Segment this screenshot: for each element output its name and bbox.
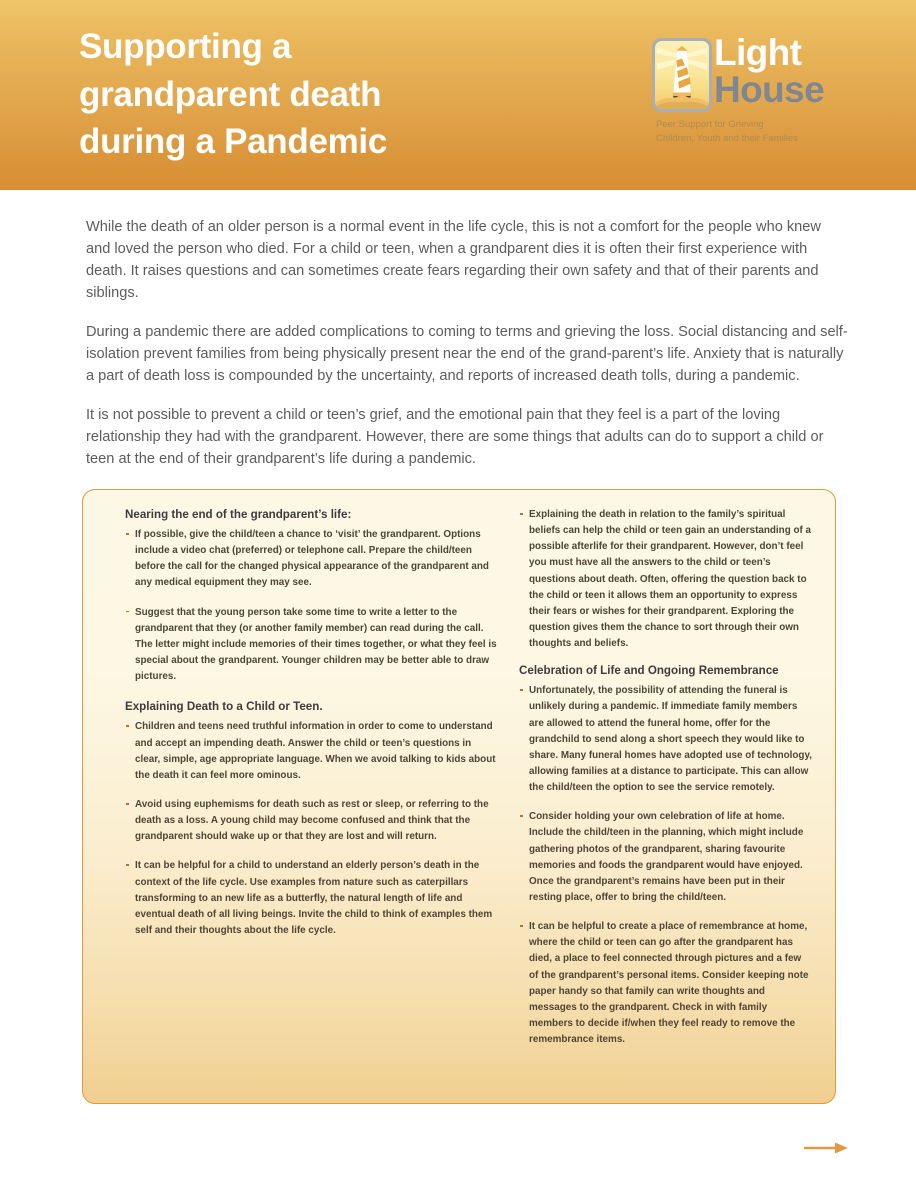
guidance-left-column: [105, 507, 499, 1089]
logo-wordmark: [714, 32, 825, 111]
guidance-right-column: [519, 507, 813, 1089]
section-heading: Explaining Death to a Child or Teen.: [125, 700, 323, 714]
arrow-right-icon[interactable]: [804, 1141, 848, 1155]
intro-section: [86, 217, 848, 488]
intro-paragraph-1: While the death of an older person is a normal event in the life cycle, this is not a comfort for the people who knew and loved the person who died. For a child or teen, when a grandparent dies it is often their first experience with death. It raises questions and can sometimes create fears regarding their own safety and that of their parents and siblings.: [86, 219, 821, 301]
list-item: If possible, give the child/teen a chance to ‘visit’ the grandparent. Options include a video chat (preferred) or telephone call. Prepare the child/teen before the call for the changed physical appearance of the grandparent and any medical equipment they may see.: [125, 527, 499, 592]
list-item: Consider holding your own celebration of life at home. Include the child/teen in the planning, which might include gathering photos of the grandparent, sharing favourite memories and foods the grandparent would have enjoyed. Once the grandparent’s remains have been put in their resting place, offer to bring the child/teen.: [519, 809, 813, 906]
guidance-box: [82, 489, 836, 1104]
logo-tagline-line-1: Peer Support for Grieving: [656, 119, 764, 130]
bullet-list: [519, 683, 813, 1048]
intro-paragraph-3: It is not possible to prevent a child or teen’s grief, and the emotional pain that they feel is a part of the loving relationship they had with the grandparent. However, there are some things that adults can do to support a child or teen at the end of their grandparent’s life during a pandemic.: [86, 406, 824, 467]
lighthouse-logo: [652, 32, 848, 146]
list-item: It can be helpful for a child to understand an elderly person’s death in the context of the life cycle. Use examples from nature such as caterpillars transforming to an new life as a butterfly, the natural length of life and eventual death of all living beings. Invite the child to think of examples them self and their thoughts about the life cycle.: [125, 858, 499, 939]
section-heading: Nearing the end of the grandparent’s life:: [125, 508, 352, 521]
list-item: Suggest that the young person take some time to write a letter to the grandparent that they (or another family member) can read during the call. The letter might include memories of their times together, or what they feel is special about the grandparent. Younger children may be better able to draw pictures.: [125, 605, 499, 686]
bullet-list: [125, 719, 499, 939]
page-title-line-3: during a Pandemic: [79, 122, 388, 162]
section-nearing-end-of-life: [125, 507, 499, 685]
section-celebration-of-life: [519, 663, 813, 1048]
list-item: Explaining the death in relation to the family’s spiritual beliefs can help the child or teen gain an understanding of a possible afterlife for their grandparent. However, don’t feel you must have all the answers to the child or teen’s questions about death. Often, offering the question back to the child or teen it allows them an opportunity to express their fears or wishes for their grandparent. Exploring the question gives them the chance to sort through their own thoughts and beliefs.: [519, 507, 813, 652]
list-item: Avoid using euphemisms for death such as rest or sleep, or referring to the death as a loss. A young child may become confused and think that the grandparent should wake up or that they are lost and will return.: [125, 797, 499, 845]
list-item: It can be helpful to create a place of remembrance at home, where the child or teen can go after the grandparent has died, a place to feel connected through pictures and a few of the grandparent’s personal items. Consider keeping note paper handy so that family can write thoughts and messages to the grandparent. Check in with family members to decide if/when they feel ready to remove the remembrance items.: [519, 919, 813, 1048]
logo-tagline-line-2: Children, Youth and their Families: [656, 132, 799, 144]
logo-word-light: Light: [714, 32, 802, 73]
logo-tagline: [656, 118, 848, 146]
page-header: [0, 0, 916, 190]
intro-paragraph-2: During a pandemic there are added complications to coming to terms and grieving the loss. Social distancing and self-isolation prevent families from being physically present near the end of the grand-parent’s life. Anxiety that is naturally a part of death loss is compounded by the uncertainty, and reports of increased death tolls, during a pandemic.: [86, 323, 848, 384]
list-item: Children and teens need truthful information in order to come to understand and accept an impending death. Answer the child or teen’s questions in clear, simple, age appropriate language. When we avoid talking to kids about the death it can feel more ominous.: [125, 719, 499, 784]
section-heading: Celebration of Life and Ongoing Remembrance: [519, 664, 779, 678]
logo-word-house: House: [714, 69, 825, 111]
page-title-line-1: Supporting a: [79, 27, 292, 66]
bullet-list: [125, 527, 499, 685]
page-title-line-2: grandparent death: [79, 74, 382, 114]
list-item: Unfortunately, the possibility of attending the funeral is unlikely during a pandemic. If immediate family members are allowed to attend the funeral home, offer for the grandchild to send along a short speech they would like to share. Many funeral homes have adopted use of technology, allowing families at a distance to participate. This can allow the child/teen the option to see the service remotely.: [519, 683, 813, 796]
bullet-list: [519, 507, 813, 652]
page-title: [79, 23, 599, 166]
section-spiritual-beliefs: [519, 507, 813, 652]
lighthouse-icon-art: [655, 41, 709, 109]
section-explaining-death: [125, 699, 499, 939]
lighthouse-icon: [652, 38, 712, 112]
